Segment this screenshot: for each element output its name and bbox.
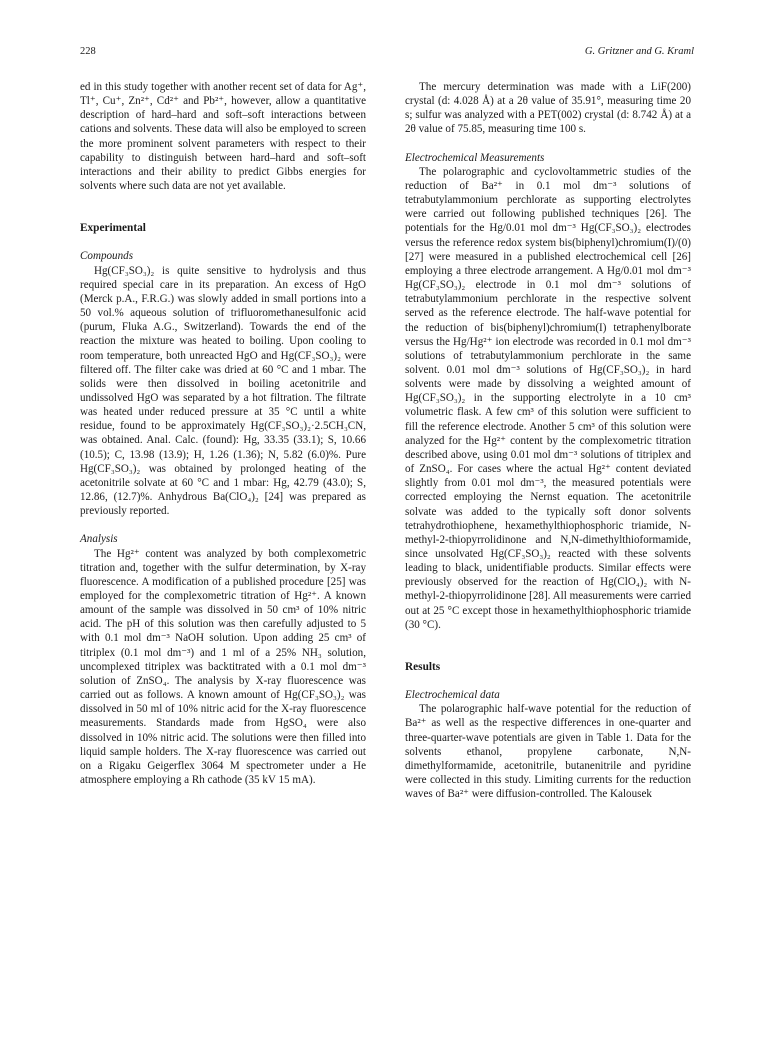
compounds-paragraph: Hg(CF₃SO₃)₂ is quite sensitive to hydrolysis and thus required special care in its preparation. An excess of HgO (Merck p.A., F.R.G.) was slowly added in small portions into a 50 vol.% aqueous solution of trifluoromethanesulfonic acid (purum, Fluka A.G., Switzerland). Towards the end of the reaction the mixture was heated to boiling. Upon cooling to room temperature, both unreacted HgO and Hg(CF₃SO₃)₂ were filtered off. The filter cake was dried at 60 °C and 1 mbar. The solids were then dissolved in boiling acetonitrile and undissolved HgO was separated by a hot filtration. The filtrate was heated under reduced pressure at 35 °C until a white residue, found to be approximately Hg(CF₃SO₃)₂·2.5CH₃CN, was obtained. Anal. Calc. (found): Hg, 33.35 (33.1); S, 10.66 (10.5); C, 13.98 (13.9); H, 1.26 (1.36); N, 5.82 (6.0)%. Pure Hg(CF₃SO₃)₂ was obtained by prolonged heating of the acetonitrile solvate at 60 °C and 1 mbar: Hg, 42.79 (43.0); S, 12.86, (12.7)%. Anhydrous Ba(ClO₄)₂ [24] was prepared as previously reported. — [80, 264, 366, 518]
mercury-paragraph: The mercury determination was made with a LiF(200) crystal (d: 4.028 Å) at a 2θ value of 35.91°, measuring time 20 s; sulfur was analyzed with a PET(002) crystal (d: 8.742 Å) at a 2θ value of 75.85, measuring time 100 s. — [405, 81, 691, 136]
electrochemical-measurements-heading: Electrochemical Measurements — [405, 151, 545, 164]
analysis-paragraph: The Hg²⁺ content was analyzed by both complexometric titration and, together with the sulfur determination, by X-ray fluorescence. A modification of a published procedure [25] was employed for the complexometric titration of Hg²⁺. A known amount of the sample was dissolved in 50 cm³ of 10% nitric acid. The pH of this solution was then carefully adjusted to 5 with 0.1 mol dm⁻³ NaOH solution. Upon adding 25 cm³ of titriplex (0.1 mol dm⁻³) and 1 ml of a 25% NH₃ solution, uncomplexed titriplex was backtitrated with a 0.1 mol dm⁻³ solution of ZnSO₄. The analysis by X-ray fluorescence was carried out as follows. A known amount of Hg(CF₃SO₃)₂ was dissolved in 50 ml of 10% nitric acid for the X-ray fluorescence measurements. Standards made from HgSO₄ were also dissolved in 10% nitric acid. The solutions were then filled into liquid sample holders. The X-ray fluorescence was carried out on a Rigaku Geigerflex 3064 M spectrometer under a He atmosphere employing a Rh cathode (35 kV 15 mA). — [80, 547, 366, 787]
results-heading: Results — [405, 660, 441, 673]
intro-paragraph: ed in this study together with another recent set of data for Ag⁺, Tl⁺, Cu⁺, Zn²⁺, Cd²⁺ and Pb²⁺, however, allow a quantitative description of hard–hard and soft–soft interactions between cations and solvents. These data will also be employed to screen the more prominent solvent parameters with respect to their capability to distinguish between hard–hard and soft–soft interactions and their ability to predict Gibbs energies for solvents where such data are not yet available. — [80, 81, 366, 193]
compounds-heading: Compounds — [80, 250, 134, 263]
experimental-heading: Experimental — [80, 222, 146, 235]
running-head: G. Gritzner and G. Kraml — [584, 46, 694, 57]
right-column — [405, 80, 691, 801]
page-number: 228 — [80, 46, 96, 57]
analysis-heading: Analysis — [80, 533, 118, 546]
page-header — [80, 46, 694, 62]
left-column — [80, 80, 366, 787]
electrochemical-data-heading: Electrochemical data — [405, 689, 500, 702]
electrochemical-measurements-paragraph: The polarographic and cyclovoltammetric studies of the reduction of Ba²⁺ in 0.1 mol dm⁻³ solutions of tetrabutylammonium perchlorate as supporting electrolytes were carried out following published techniques [26]. The potentials for the Hg/0.01 mol dm⁻³ Hg(CF₃SO₃)₂ electrodes versus the reference redox system bis(biphenyl)chromium(I)/(0) [27] were measured in a published electrochemical cell [26] employing a three electrode arrangement. A Hg/0.01 mol dm⁻³ Hg(CF₃SO₃)₂ electrode in 0.1 mol dm⁻³ solutions of tetrabutylammonium perchlorate in the respective solvent served as the reference electrode. The half-wave potential for the reduction of bis(biphenyl)chromium(I) tetraphenylborate versus the Hg/Hg²⁺ ion electrode was recorded in 0.1 mol dm⁻³ solutions of tetrabutylammonium perchlorate in the same solvent. 0.01 mol dm⁻³ solutions of Hg(CF₃SO₃)₂ in hard solvents were made by dissolving a weighted amount of Hg(CF₃SO₃)₂ in the supporting electrolyte in a 10 cm³ volumetric flask. A few cm³ of this solution were sufficient to fill the reference electrode. Another 5 cm³ of this solution were analyzed for the Hg²⁺ content by the complexometric titration described above, using 0.01 mol dm⁻³ solutions of titriplex and of ZnSO₄. For cases where the actual Hg²⁺ content deviated slightly from 0.01 mol dm⁻³, the measured potentials were corrected employing the Nernst equation. The acetonitrile solvate was added to the typically soft donor solvents tetrahydrothiophene, hexamethylthiophosphoric triamide, N-methyl-2-thiopyrrolidinone and N,N-dimethylthioformamide, since unsolvated Hg(CF₃SO₃)₂ reacted with these solvents leading to black, unidentifiable products. Similar effects were previously observed for the reaction of Hg(ClO₄)₂ with N-methyl-2-thiopyrrolidinone [28]. All measurements were carried out at 25 °C except those in hexamethylthiophosphoric triamide (30 °C). — [405, 165, 691, 631]
results-paragraph: The polarographic half-wave potential for the reduction of Ba²⁺ as well as the respective differences in one-quarter and three-quarter-wave potentials are given in Table 1. Data for the solvents ethanol, propylene carbonate, N,N-dimethylformamide, acetonitrile, butanenitrile and pyridine were collected in this study. Limiting currents for the reduction waves of Ba²⁺ were diffusion-controlled. The Kalousek — [405, 703, 691, 801]
